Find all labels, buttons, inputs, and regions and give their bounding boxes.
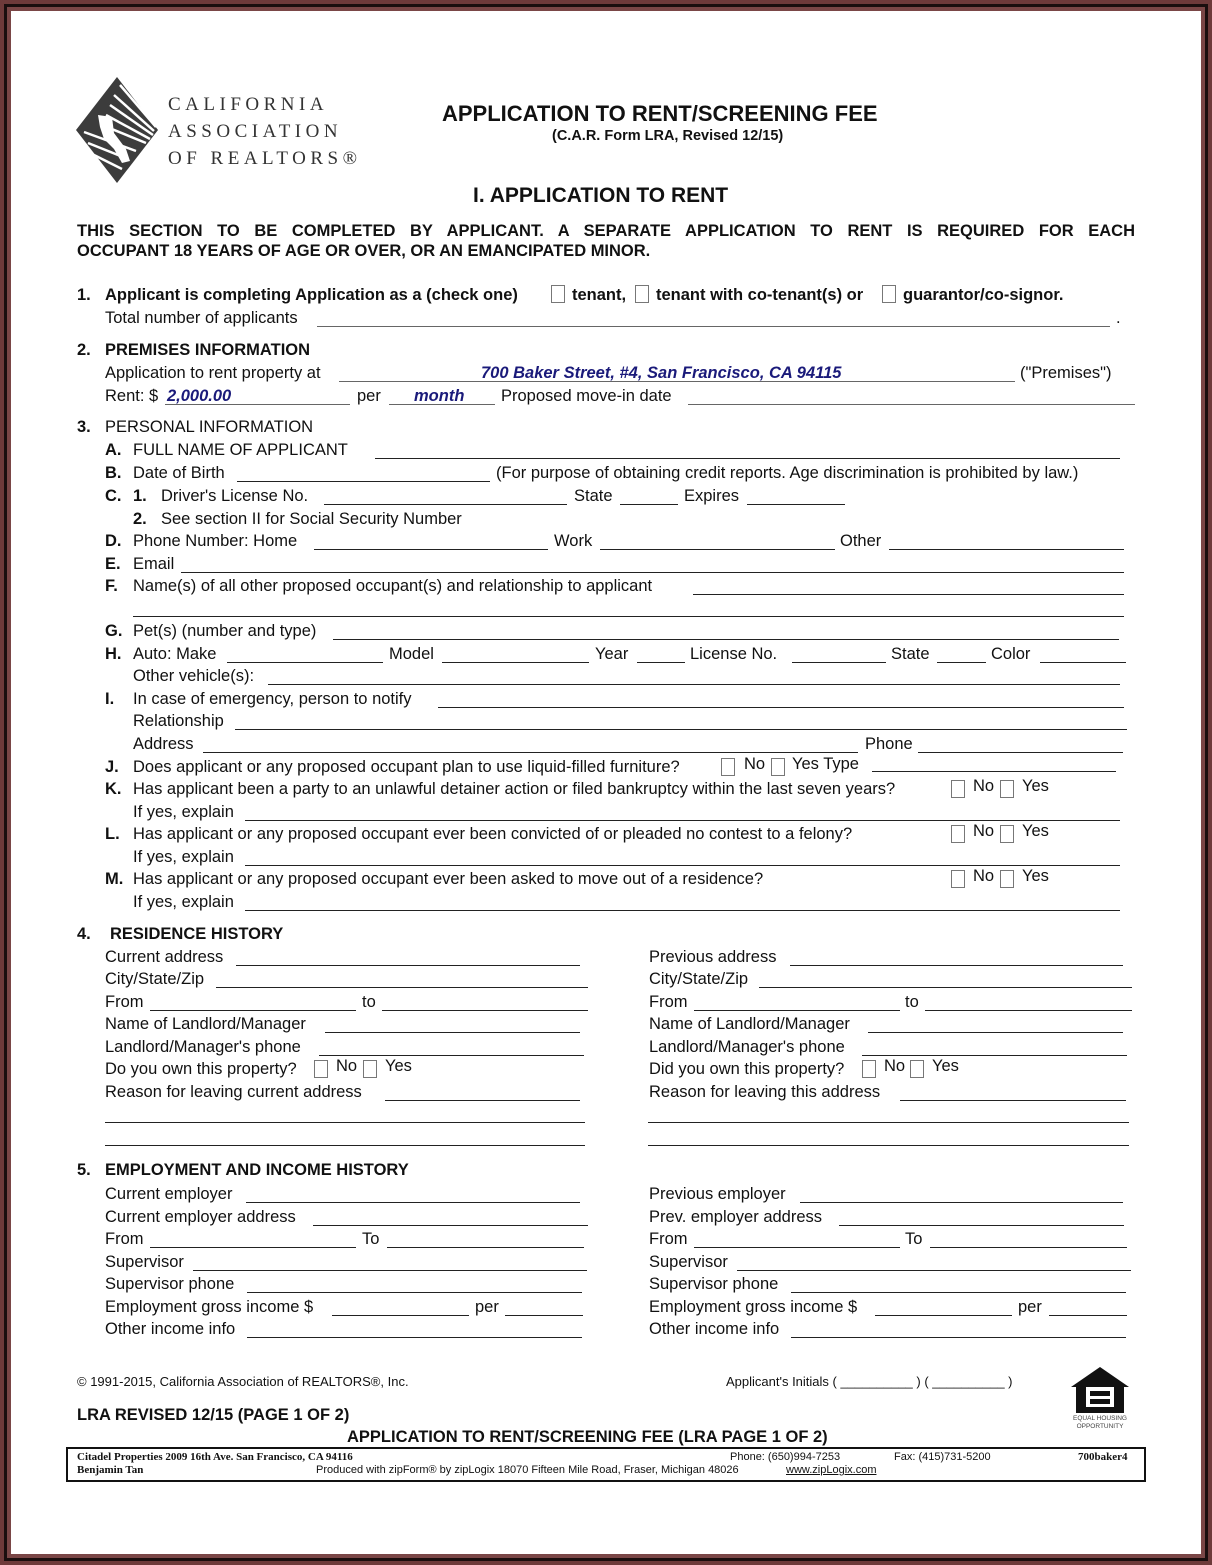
s3c1-number: 1. [133, 487, 147, 505]
dob-label: Date of Birth [133, 464, 225, 482]
equal-housing-icon [1069, 1365, 1131, 1415]
applicant-initials[interactable]: Applicant's Initials ( __________ ) ( __________ ) [726, 1374, 1013, 1389]
previous-employer-address-label: Prev. employer address [649, 1208, 823, 1226]
current-supervisor-label: Supervisor [105, 1253, 184, 1271]
broker-line: Citadel Properties 2009 16th Ave. San Francisco, CA 94116 [77, 1451, 353, 1463]
s1-number: 1. [77, 286, 91, 304]
full-name-label: FULL NAME OF APPLICANT [133, 441, 348, 459]
co-tenant-checkbox[interactable] [635, 285, 649, 303]
s4-heading: RESIDENCE HISTORY [110, 925, 284, 943]
liquid-furniture-yes-checkbox[interactable] [771, 758, 785, 776]
file-id: 700baker4 [1078, 1451, 1128, 1463]
current-landlord-phone-label: Landlord/Manager's phone [105, 1038, 301, 1056]
previous-landlord-label: Name of Landlord/Manager [649, 1015, 850, 1033]
s3i-letter: I. [105, 690, 115, 708]
auto-year-label: Year [595, 645, 629, 663]
previous-supervisor-phone-label: Supervisor phone [649, 1275, 779, 1293]
guarantor-checkbox[interactable] [882, 285, 896, 303]
s3-heading: PERSONAL INFORMATION [105, 418, 314, 436]
previous-own-yes-checkbox[interactable] [910, 1060, 924, 1078]
dl-expires-label: Expires [684, 487, 740, 505]
emergency-phone-label: Phone [865, 735, 913, 753]
previous-other-income-label: Other income info [649, 1320, 780, 1338]
auto-model-field[interactable] [442, 662, 589, 663]
dob-note: (For purpose of obtaining credit reports. Age discrimination is prohibited by law.) [496, 464, 1079, 482]
current-landlord-phone-field[interactable] [319, 1055, 584, 1056]
liquid-furniture-label: Does applicant or any proposed occupant plan to use liquid-filled furniture? [133, 758, 680, 776]
auto-model-label: Model [389, 645, 434, 663]
s3f-letter: F. [105, 577, 118, 595]
current-own-yes-label: Yes [385, 1057, 412, 1075]
previous-income-per-label: per [1018, 1298, 1042, 1316]
current-reason-label: Reason for leaving current address [105, 1083, 362, 1101]
current-reason-field-2[interactable] [105, 1122, 585, 1123]
s3d-letter: D. [105, 532, 122, 550]
previous-own-no-label: No [884, 1057, 906, 1075]
current-supervisor-phone-label: Supervisor phone [105, 1275, 235, 1293]
page-title: APPLICATION TO RENT/SCREENING FEE (LRA PAGE 1 OF 2) [347, 1428, 828, 1446]
other-phone-label: Other [840, 532, 882, 550]
felony-label: Has applicant or any proposed occupant ever been convicted of or pleaded no contest to a felony? [133, 825, 853, 843]
previous-employment-from-label: From [649, 1230, 688, 1248]
tenant-checkbox[interactable] [551, 285, 565, 303]
previous-employer-label: Previous employer [649, 1185, 786, 1203]
emergency-address-label: Address [133, 735, 194, 753]
previous-to-label: to [905, 993, 919, 1011]
occupants-field[interactable] [693, 594, 1124, 595]
previous-city-label: City/State/Zip [649, 970, 749, 988]
previous-own-label: Did you own this property? [649, 1060, 845, 1078]
tenant-label: tenant, [572, 286, 627, 304]
logo-text-line2: ASSOCIATION [168, 121, 343, 142]
felony-no-checkbox[interactable] [951, 825, 965, 843]
s3e-letter: E. [105, 555, 121, 573]
current-employer-address-field[interactable] [313, 1225, 588, 1226]
felony-yes-checkbox[interactable] [1000, 825, 1014, 843]
dl-expires-field[interactable] [747, 504, 845, 505]
form-subtitle: (C.A.R. Form LRA, Revised 12/15) [552, 128, 784, 144]
current-landlord-label: Name of Landlord/Manager [105, 1015, 306, 1033]
current-reason-field[interactable] [385, 1100, 580, 1101]
previous-landlord-phone-field[interactable] [862, 1055, 1127, 1056]
bankruptcy-label: Has applicant been a party to an unlawful detainer action or filed bankruptcy within the last seven years? [133, 780, 896, 798]
previous-own-no-checkbox[interactable] [862, 1060, 876, 1078]
premises-label: ("Premises") [1020, 364, 1112, 382]
s3j-letter: J. [105, 758, 119, 776]
dl-state-label: State [574, 487, 613, 505]
current-employment-from-label: From [105, 1230, 144, 1248]
current-to-field[interactable] [382, 1010, 588, 1011]
emergency-phone-field[interactable] [918, 752, 1123, 753]
guarantor-label: guarantor/co-signor. [903, 286, 1064, 304]
dl-state-field[interactable] [620, 504, 678, 505]
current-supervisor-field[interactable] [193, 1270, 587, 1271]
previous-other-income-field[interactable] [791, 1337, 1126, 1338]
car-diamond-logo-icon [76, 77, 158, 183]
other-vehicles-label: Other vehicle(s): [133, 667, 255, 685]
previous-to-field[interactable] [925, 1010, 1132, 1011]
occupants-label: Name(s) of all other proposed occupant(s) and relationship to applicant [133, 577, 653, 595]
liquid-furniture-yes-label: Yes Type [792, 755, 859, 773]
total-applicants-label: Total number of applicants [105, 309, 298, 327]
current-supervisor-phone-field[interactable] [247, 1292, 582, 1293]
instructions-line2: OCCUPANT 18 YEARS OF AGE OR OVER, OR AN EMANCIPATED MINOR. [77, 242, 651, 260]
s3m-letter: M. [105, 870, 124, 888]
current-own-no-label: No [336, 1057, 358, 1075]
work-phone-label: Work [554, 532, 593, 550]
ziplogix-link[interactable]: www.zipLogix.com [786, 1464, 877, 1476]
current-own-label: Do you own this property? [105, 1060, 297, 1078]
section-title: I. APPLICATION TO RENT [473, 184, 729, 207]
emergency-address-field[interactable] [203, 752, 858, 753]
revised-label: LRA REVISED 12/15 (PAGE 1 OF 2) [77, 1406, 350, 1424]
relationship-label: Relationship [133, 712, 224, 730]
previous-address-label: Previous address [649, 948, 777, 966]
auto-make-label: Auto: Make [133, 645, 217, 663]
previous-supervisor-phone-field[interactable] [791, 1292, 1126, 1293]
co-tenant-label: tenant with co-tenant(s) or [656, 286, 864, 304]
bankruptcy-yes-label: Yes [1022, 777, 1049, 795]
previous-supervisor-field[interactable] [737, 1270, 1131, 1271]
previous-income-per-field[interactable] [1049, 1315, 1127, 1316]
previous-landlord-field[interactable] [868, 1032, 1123, 1033]
eviction-label: Has applicant or any proposed occupant ever been asked to move out of a residence? [133, 870, 764, 888]
agent-name: Benjamin Tan [77, 1464, 144, 1476]
current-income-field[interactable] [332, 1315, 469, 1316]
eho-line2: OPPORTUNITY [1076, 1423, 1124, 1430]
auto-make-field[interactable] [227, 662, 383, 663]
per-value: month [414, 387, 465, 405]
auto-color-field[interactable] [1040, 662, 1126, 663]
felony-yes-label: Yes [1022, 822, 1049, 840]
auto-license-label: License No. [690, 645, 778, 663]
s3k-letter: K. [105, 780, 122, 798]
previous-employment-to-label: To [905, 1230, 923, 1248]
previous-reason-field-3[interactable] [648, 1145, 1129, 1146]
liquid-furniture-type-field[interactable] [872, 771, 1116, 772]
auto-color-label: Color [991, 645, 1031, 663]
bankruptcy-yes-checkbox[interactable] [1000, 780, 1014, 798]
eho-line1: EQUAL HOUSING [1073, 1415, 1127, 1422]
s2-heading: PREMISES INFORMATION [105, 341, 311, 359]
current-from-field[interactable] [150, 1010, 356, 1011]
dl-field[interactable] [324, 504, 567, 505]
per-label: per [357, 387, 381, 405]
previous-employment-to-field[interactable] [930, 1247, 1127, 1248]
previous-employer-field[interactable] [800, 1202, 1123, 1203]
current-to-label: to [362, 993, 376, 1011]
logo-text-line1: CALIFORNIA [168, 94, 329, 115]
other-vehicles-field[interactable] [268, 684, 1120, 685]
eviction-explain-label: If yes, explain [133, 893, 234, 911]
s1-text: Applicant is completing Application as a (check one) [105, 286, 518, 304]
current-city-label: City/State/Zip [105, 970, 205, 988]
current-income-per-label: per [475, 1298, 499, 1316]
previous-from-field[interactable] [694, 1010, 900, 1011]
felony-no-label: No [973, 822, 995, 840]
instructions-line1: THIS SECTION TO BE COMPLETED BY APPLICANT. A SEPARATE APPLICATION TO RENT IS REQUIRED FOR EACH [77, 222, 1135, 240]
previous-landlord-phone-label: Landlord/Manager's phone [649, 1038, 845, 1056]
current-other-income-label: Other income info [105, 1320, 236, 1338]
bankruptcy-explain-field[interactable] [245, 820, 1120, 821]
liquid-furniture-no-checkbox[interactable] [721, 758, 735, 776]
rent-label: Rent: $ [105, 387, 159, 405]
current-employer-address-label: Current employer address [105, 1208, 296, 1226]
current-employer-label: Current employer [105, 1185, 233, 1203]
s3-number: 3. [77, 418, 91, 436]
liquid-furniture-no-label: No [744, 755, 766, 773]
current-address-field[interactable] [236, 965, 580, 966]
dl-label: Driver's License No. [161, 487, 309, 505]
bankruptcy-no-checkbox[interactable] [951, 780, 965, 798]
bankruptcy-no-label: No [973, 777, 995, 795]
movein-label: Proposed move-in date [501, 387, 672, 405]
pets-label: Pet(s) (number and type) [133, 622, 317, 640]
total-applicants-period: . [1116, 309, 1121, 327]
previous-city-field[interactable] [759, 987, 1132, 988]
auto-year-field[interactable] [637, 662, 685, 663]
email-label: Email [133, 555, 175, 573]
emergency-label: In case of emergency, person to notify [133, 690, 412, 708]
s5-number: 5. [77, 1161, 91, 1179]
full-name-field[interactable] [375, 458, 1120, 459]
phone-number: Phone: (650)994-7253 [730, 1451, 841, 1463]
s5-heading: EMPLOYMENT AND INCOME HISTORY [105, 1161, 409, 1179]
current-own-no-checkbox[interactable] [314, 1060, 328, 1078]
previous-supervisor-label: Supervisor [649, 1253, 728, 1271]
eviction-no-checkbox[interactable] [951, 870, 965, 888]
home-phone-label: Phone Number: Home [133, 532, 298, 550]
current-income-per-field[interactable] [505, 1315, 583, 1316]
home-phone-field[interactable] [314, 549, 548, 550]
work-phone-field[interactable] [600, 549, 835, 550]
eviction-no-label: No [973, 867, 995, 885]
s3c2-number: 2. [133, 510, 147, 528]
auto-state-label: State [891, 645, 930, 663]
auto-license-field[interactable] [792, 662, 886, 663]
other-phone-field[interactable] [889, 549, 1124, 550]
previous-reason-label: Reason for leaving this address [649, 1083, 881, 1101]
eviction-explain-field[interactable] [245, 910, 1120, 911]
s3c-letter: C. [105, 487, 122, 505]
previous-employer-address-field[interactable] [839, 1225, 1124, 1226]
previous-own-yes-label: Yes [932, 1057, 959, 1075]
current-employment-to-field[interactable] [387, 1247, 584, 1248]
ssn-note: See section II for Social Security Number [161, 510, 462, 528]
pets-field[interactable] [333, 639, 1119, 640]
property-value: 700 Baker Street, #4, San Francisco, CA 94115 [481, 364, 842, 382]
previous-address-field[interactable] [790, 965, 1123, 966]
dob-field[interactable] [237, 481, 490, 482]
current-address-label: Current address [105, 948, 224, 966]
current-employment-from-field[interactable] [150, 1247, 356, 1248]
current-other-income-field[interactable] [247, 1337, 582, 1338]
s3g-letter: G. [105, 622, 123, 640]
current-city-field[interactable] [216, 987, 588, 988]
form-title: APPLICATION TO RENT/SCREENING FEE [442, 101, 878, 126]
relationship-field[interactable] [235, 729, 1127, 730]
current-own-yes-checkbox[interactable] [363, 1060, 377, 1078]
current-landlord-field[interactable] [325, 1032, 580, 1033]
s2-number: 2. [77, 341, 91, 359]
eviction-yes-checkbox[interactable] [1000, 870, 1014, 888]
previous-employment-from-field[interactable] [694, 1247, 900, 1248]
copyright: © 1991-2015, California Association of REALTORS®, Inc. [77, 1374, 409, 1389]
previous-income-label: Employment gross income $ [649, 1298, 858, 1316]
email-field[interactable] [181, 572, 1124, 573]
s3a-letter: A. [105, 441, 122, 459]
logo-text-line3: OF REALTORS® [168, 148, 362, 169]
previous-from-label: From [649, 993, 688, 1011]
s3l-letter: L. [105, 825, 120, 843]
s3h-letter: H. [105, 645, 122, 663]
fax-number: Fax: (415)731-5200 [894, 1451, 991, 1463]
current-income-label: Employment gross income $ [105, 1298, 314, 1316]
current-employment-to-label: To [362, 1230, 380, 1248]
felony-explain-field[interactable] [245, 865, 1120, 866]
current-employer-field[interactable] [246, 1202, 580, 1203]
previous-income-field[interactable] [875, 1315, 1012, 1316]
occupants-field-2[interactable] [133, 616, 1124, 617]
emergency-field[interactable] [438, 707, 1124, 708]
eviction-yes-label: Yes [1022, 867, 1049, 885]
previous-reason-field-2[interactable] [648, 1122, 1129, 1123]
previous-reason-field[interactable] [900, 1100, 1126, 1101]
produced-by: Produced with zipForm® by zipLogix 18070 Fifteen Mile Road, Fraser, Michigan 48026 [316, 1464, 739, 1476]
property-label: Application to rent property at [105, 364, 321, 382]
total-applicants-field[interactable] [317, 326, 1110, 327]
s3b-letter: B. [105, 464, 122, 482]
auto-state-field[interactable] [937, 662, 986, 663]
current-from-label: From [105, 993, 144, 1011]
current-reason-field-3[interactable] [105, 1145, 585, 1146]
bankruptcy-explain-label: If yes, explain [133, 803, 234, 821]
s4-number: 4. [77, 925, 91, 943]
movein-field[interactable] [688, 404, 1135, 405]
felony-explain-label: If yes, explain [133, 848, 234, 866]
rent-value: 2,000.00 [167, 387, 232, 405]
